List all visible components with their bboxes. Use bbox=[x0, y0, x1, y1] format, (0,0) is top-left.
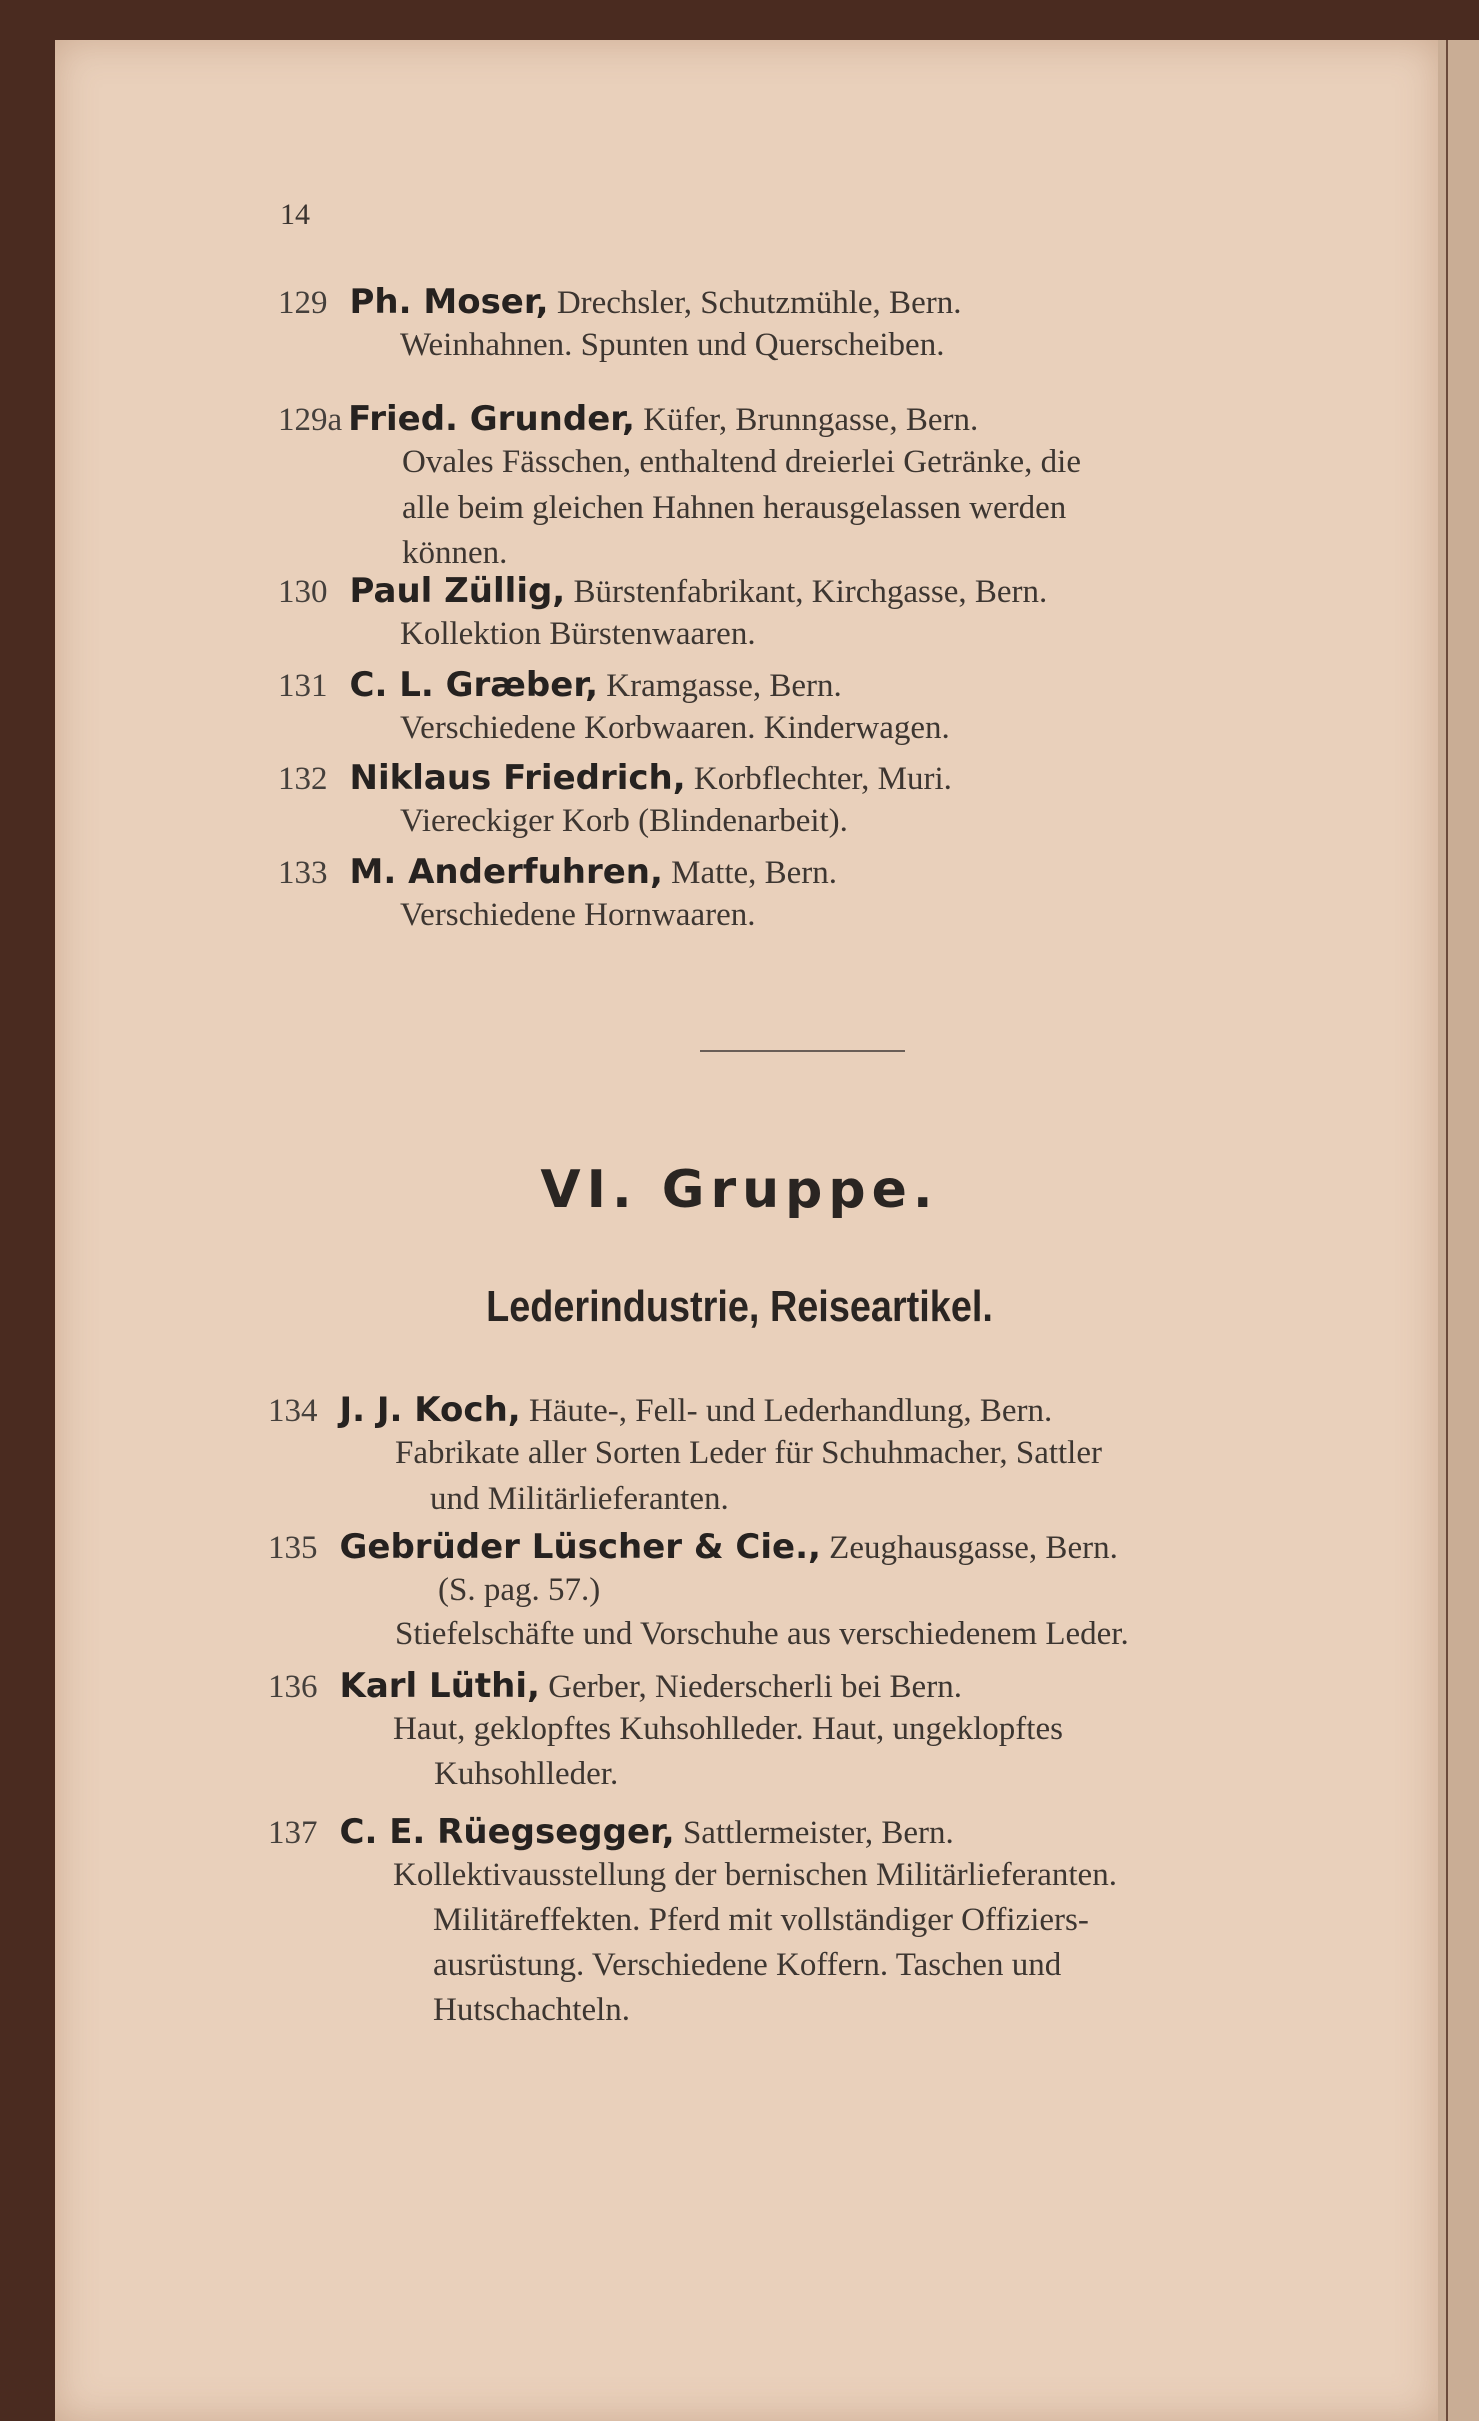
entry-headline bbox=[278, 852, 837, 892]
entry-number: 132 bbox=[278, 761, 328, 797]
book-page bbox=[55, 40, 1439, 2421]
entry-description-line: und Militärlieferanten. bbox=[430, 1481, 729, 1517]
exhibitor-info: Gerber, Niederscherli bei Bern. bbox=[539, 1669, 962, 1705]
entry-number: 130 bbox=[278, 574, 328, 610]
entry-number: 129a bbox=[278, 402, 343, 438]
exhibitor-name: C. E. Rüegsegger, bbox=[339, 1812, 675, 1852]
exhibitor-info: Korbflechter, Muri. bbox=[685, 761, 952, 797]
entry-headline bbox=[278, 399, 978, 439]
exhibitor-name: C. L. Græber, bbox=[349, 665, 599, 705]
entry-number: 135 bbox=[268, 1530, 318, 1566]
page-edge bbox=[1438, 40, 1479, 2421]
exhibitor-info: Bürstenfabrikant, Kirchgasse, Bern. bbox=[565, 574, 1048, 610]
entry-description-line: Haut, geklopftes Kuhsohlleder. Haut, ungeklopftes bbox=[393, 1711, 1063, 1747]
exhibitor-info: Zeughausgasse, Bern. bbox=[820, 1530, 1118, 1566]
exhibitor-info: Kramgasse, Bern. bbox=[598, 668, 842, 704]
entry-description-line: ausrüstung. Verschiedene Koffern. Taschen und bbox=[433, 1947, 1062, 1983]
entry-headline bbox=[268, 1527, 1118, 1567]
group-subtitle: Lederindustrie, Reiseartikel. bbox=[486, 1282, 993, 1331]
exhibitor-name: Gebrüder Lüscher & Cie., bbox=[339, 1527, 821, 1567]
entry-description-line: (S. pag. 57.) bbox=[438, 1572, 601, 1608]
page-edge-line bbox=[1446, 40, 1448, 2421]
exhibitor-name: Fried. Grunder, bbox=[348, 399, 635, 439]
entry-number: 131 bbox=[278, 668, 328, 704]
entry-description-line: Kollektivausstellung der bernischen Militärlieferanten. bbox=[393, 1857, 1117, 1893]
entry-number: 129 bbox=[278, 285, 328, 321]
entry-description-line: können. bbox=[402, 535, 508, 571]
exhibitor-info: Matte, Bern. bbox=[662, 855, 838, 891]
exhibitor-info: Häute-, Fell- und Lederhandlung, Bern. bbox=[520, 1393, 1053, 1429]
exhibitor-name: Niklaus Friedrich, bbox=[349, 758, 686, 798]
entry-number: 133 bbox=[278, 855, 328, 891]
exhibitor-info: Küfer, Brunngasse, Bern. bbox=[634, 402, 979, 438]
entry-description-line: Kollektion Bürstenwaaren. bbox=[400, 616, 756, 652]
entry-description-line: Viereckiger Korb (Blindenarbeit). bbox=[400, 803, 848, 839]
exhibitor-info: Drechsler, Schutzmühle, Bern. bbox=[548, 285, 962, 321]
entry-description-line: alle beim gleichen Hahnen herausgelassen werden bbox=[402, 490, 1067, 526]
entry-description-line: Ovales Fässchen, enthaltend dreierlei Getränke, die bbox=[402, 444, 1081, 480]
exhibitor-name: J. J. Koch, bbox=[339, 1390, 521, 1430]
entry-number: 137 bbox=[268, 1815, 318, 1851]
exhibitor-name: M. Anderfuhren, bbox=[349, 852, 663, 892]
entry-description-line: Fabrikate aller Sorten Leder für Schuhmacher, Sattler bbox=[395, 1435, 1102, 1471]
entry-headline bbox=[268, 1666, 962, 1706]
entry-headline bbox=[278, 665, 842, 705]
section-divider bbox=[700, 1050, 905, 1052]
entry-headline bbox=[278, 571, 1047, 611]
entry-headline bbox=[268, 1812, 954, 1852]
entry-description-line: Verschiedene Korbwaaren. Kinderwagen. bbox=[400, 710, 950, 746]
exhibitor-info: Sattlermeister, Bern. bbox=[674, 1815, 954, 1851]
entry-description-line: Militäreffekten. Pferd mit vollständiger Offiziers- bbox=[433, 1902, 1089, 1938]
entry-number: 136 bbox=[268, 1669, 318, 1705]
entry-number: 134 bbox=[268, 1393, 318, 1429]
entry-description-line: Stiefelschäfte und Vorschuhe aus verschiedenem Leder. bbox=[395, 1616, 1129, 1652]
entry-headline bbox=[268, 1390, 1052, 1430]
entry-description-line: Weinhahnen. Spunten und Querscheiben. bbox=[400, 327, 945, 363]
page-number: 14 bbox=[280, 198, 310, 231]
entry-description-line: Hutschachteln. bbox=[433, 1992, 631, 2028]
entry-headline bbox=[278, 758, 952, 798]
exhibitor-name: Karl Lüthi, bbox=[339, 1666, 540, 1706]
entry-headline bbox=[278, 282, 961, 322]
exhibitor-name: Ph. Moser, bbox=[349, 282, 549, 322]
group-title: VI. Gruppe. bbox=[540, 1160, 939, 1220]
exhibitor-name: Paul Züllig, bbox=[349, 571, 566, 611]
entry-description-line: Kuhsohlleder. bbox=[434, 1756, 619, 1792]
entry-description-line: Verschiedene Hornwaaren. bbox=[400, 897, 756, 933]
